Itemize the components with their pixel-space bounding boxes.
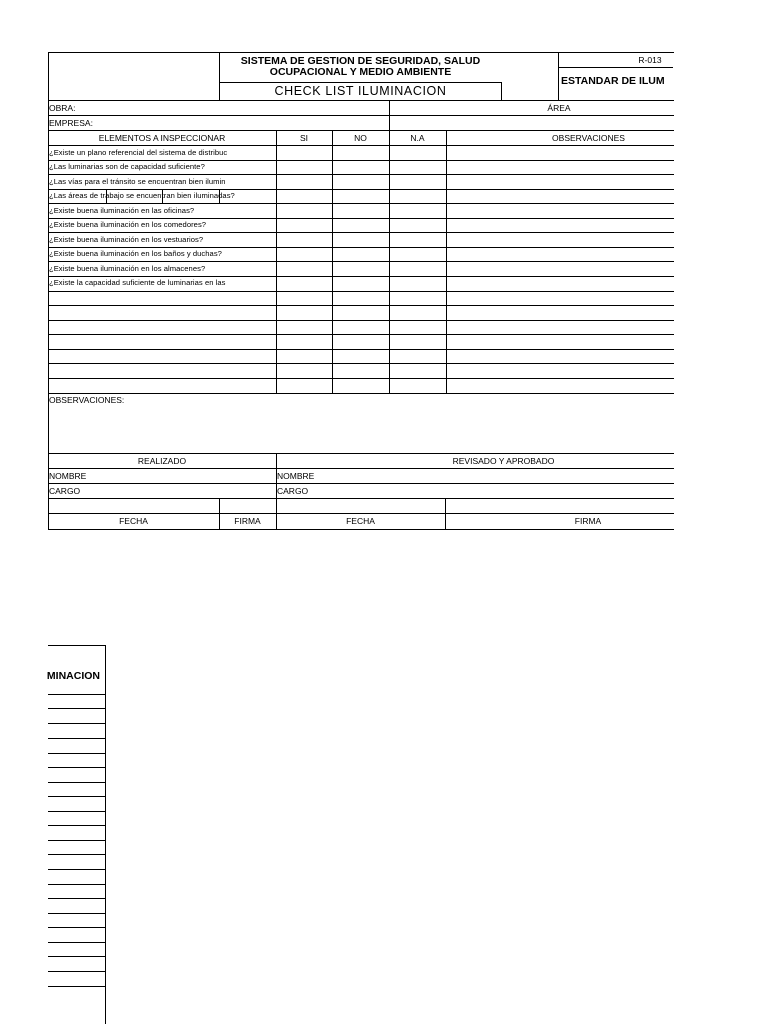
question-item: ¿Existe un plano referencial del sistema de distribuc — [49, 148, 228, 157]
question-item: ¿Las luminarias son de capacidad suficiente? — [49, 162, 205, 171]
checklist-sheet — [48, 52, 673, 530]
continuation-title-fragment: MINACION — [46, 670, 100, 682]
question-item: ¿Las áreas de trabajo se encuentran bien iluminadas? — [49, 191, 235, 200]
revisado-label: REVISADO Y APROBADO — [452, 456, 555, 466]
empresa-label: EMPRESA: — [49, 118, 93, 128]
realizado-label: REALIZADO — [137, 456, 187, 466]
col-no: NO — [354, 133, 367, 143]
question-item: ¿Existe buena iluminación en los comedores? — [49, 220, 207, 229]
question-item: ¿Existe buena iluminación en las oficinas? — [49, 206, 195, 215]
question-item: ¿Las vías para el tránsito se encuentran bien ilumin — [49, 177, 226, 186]
question-item: ¿Existe buena iluminación en los vestuarios? — [49, 235, 204, 244]
fecha-label-realizado: FECHA — [119, 516, 148, 526]
question-item: ¿Existe la capacidad suficiente de luminarias en las — [49, 278, 226, 287]
fecha-label-revisado: FECHA — [346, 516, 375, 526]
question-item: ¿Existe buena iluminación en los almacenes? — [49, 264, 206, 273]
nombre-label-realizado: NOMBRE — [49, 471, 87, 481]
observaciones-label: OBSERVACIONES: — [49, 395, 125, 405]
continuation-page-fragment — [0, 645, 106, 1024]
col-na: N.A — [410, 133, 425, 143]
standard-title: ESTANDAR DE ILUM — [561, 75, 665, 87]
form-title: CHECK LIST ILUMINACION — [274, 84, 447, 98]
question-item: ¿Existe buena iluminación en los baños y duchas? — [49, 249, 222, 258]
firma-label-revisado: FIRMA — [574, 516, 602, 526]
col-elementos: ELEMENTOS A INSPECCIONAR — [98, 133, 226, 143]
form-code: R-013 — [638, 55, 662, 65]
cargo-label-realizado: CARGO — [49, 486, 81, 496]
system-title-line2: OCUPACIONAL Y MEDIO AMBIENTE — [269, 66, 452, 78]
nombre-label-revisado: NOMBRE — [277, 471, 315, 481]
col-si: SI — [299, 133, 309, 143]
firma-label-realizado: FIRMA — [234, 516, 261, 526]
system-title-line1: SISTEMA DE GESTION DE SEGURIDAD, SALUD — [240, 55, 481, 67]
obra-label: OBRA: — [49, 103, 76, 113]
cargo-label-revisado: CARGO — [277, 486, 309, 496]
area-label: ÁREA — [547, 103, 571, 113]
col-observaciones: OBSERVACIONES — [552, 133, 625, 143]
